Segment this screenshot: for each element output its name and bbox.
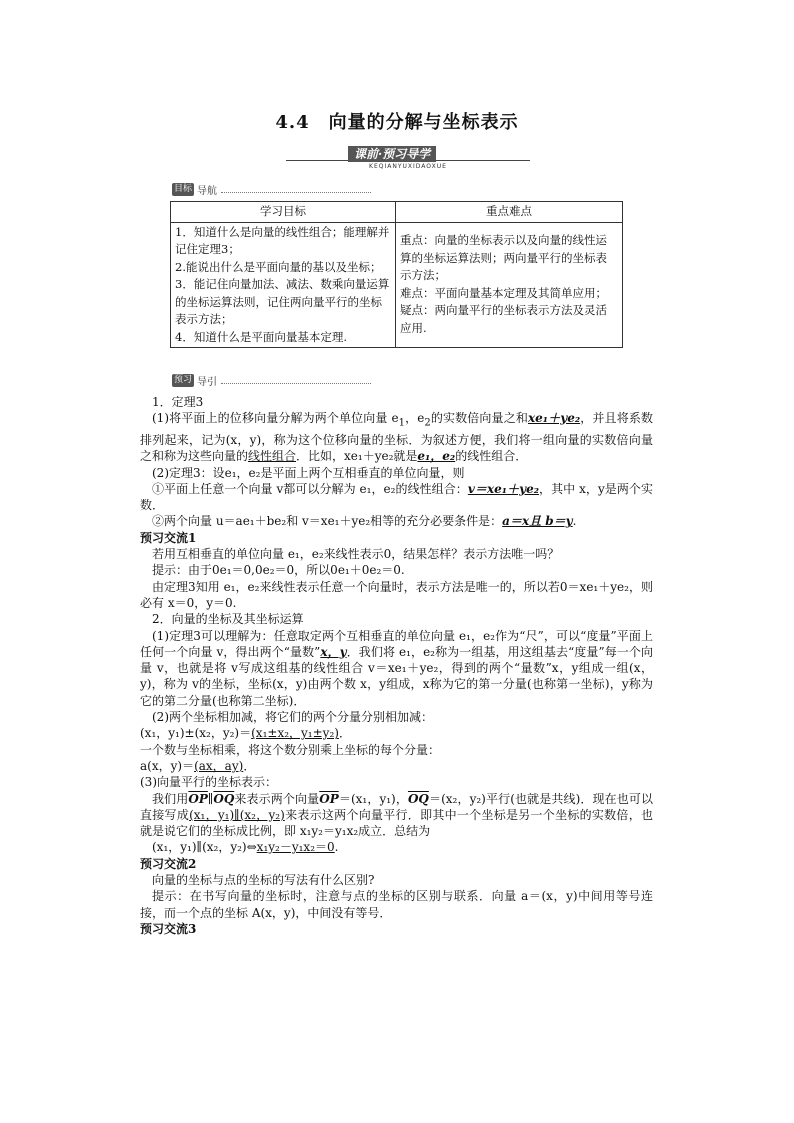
tag-goal-nav: [172, 182, 371, 196]
page-title: 4.4 向量的分解与坐标表示: [275, 112, 519, 133]
fill-blank: v＝xe₁＋ye₂: [467, 481, 539, 496]
vector-oq: $\overline{OQ}$: [213, 791, 235, 806]
keypoint-item: 疑点：两向量平行的坐标表示方法及灵活应用.: [400, 303, 607, 335]
vector-op: $\overline{OP}$: [188, 791, 208, 806]
paragraph: (x₁，y₁)±(x₂，y₂)＝(x₁±x₂，y₁±y₂)．: [140, 726, 351, 741]
goals-header: 学习目标: [171, 202, 396, 223]
keypoints-cell: [396, 222, 623, 348]
paragraph: ②两个向量 u＝ae₁＋be₂和 v＝xe₁＋ye₂相等的充分必要条件是：a＝x且 b＝y.: [152, 514, 577, 529]
fill-blank: 线性组合: [248, 449, 297, 464]
fill-blank: xe₁＋ye₂: [527, 411, 581, 426]
vector-op: $\overline{OP}$: [319, 791, 339, 806]
paragraph: (2)两个坐标相加减，将它们的两个分量分别相加减：: [152, 710, 434, 725]
tag-guide-icon: 预习: [174, 374, 193, 385]
tag-nav-text: 导航: [197, 185, 218, 197]
paragraph: (3)向量平行的坐标表示：: [140, 775, 277, 790]
paragraph: a(x，y)＝(ax，ay)．: [140, 758, 256, 773]
tag-nav-dots: [221, 185, 371, 193]
keypoints-header: 重点难点: [396, 202, 623, 223]
goal-item: 2.能说出什么是平面向量的基以及坐标；: [175, 259, 382, 274]
fill-blank: a＝x且 b＝y: [502, 514, 573, 529]
main-content: [140, 394, 653, 937]
paragraph: (x₁，y₁)∥(x₂，y₂)⇔x₁y₂－y₁x₂＝0.: [152, 840, 339, 855]
fill-blank: e₁，e₂: [417, 449, 456, 464]
tag-guide-text: 导引: [197, 376, 218, 388]
fill-blank: x，y: [320, 644, 347, 659]
tag-preview-guide: [172, 373, 371, 387]
exchange-hint: 提示：由于0e₁＝0,0e₂＝0，所以0e₁＋0e₂＝0.: [152, 563, 405, 578]
goal-item: 1．知道什么是向量的线性组合；能理解并记住定理3；: [175, 224, 390, 256]
exchange-1-title: 预习交流1: [140, 530, 197, 545]
paragraph: 我们用$\overline{OP}\parallel\overline{OQ}$来表示两个向量$\overline{OP}=(x_1$，y₁)，$\overline{OQ}=(x_2$，y₂)平行(也就是共线)．现在也可以直接写成(x₁，y₁)∥(x₂，y₂)来表示这两个向量平行．即其中一个坐标是另一个坐标的实数倍，也就是说它们的坐标成比例，即 x₁y₂＝y₁x₂成立．总结为: [140, 791, 653, 839]
goal-item: 4．知道什么是平面向量基本定理.: [175, 329, 347, 344]
tag-guide-dots: [221, 376, 371, 384]
tag-nav-icon: 目标: [174, 183, 193, 194]
paragraph: 由定理3知用 e₁，e₂来线性表示任意一个向量时，表示方法是唯一的，所以若0＝xe₁＋ye₂，则必有 x＝0，y＝0.: [140, 579, 653, 610]
fill-blank: x₁y₂－y₁x₂＝0: [256, 840, 335, 855]
paragraph: (1)将平面上的位移向量分解为两个单位向量 $e_1$，$e_2$的实数倍向量之和xe₁＋ye₂，并且将系数排列起来，记为(x，y)，称为这个位移向量的坐标．为叙述方便，我们将一组向量的实数倍向量之和称为这些向量的线性组合．比如，xe₁＋ye₂就是e₁，e₂的线性组合．: [140, 411, 653, 464]
vector-oq: $\overline{OQ}$: [407, 791, 429, 806]
paragraph: 一个数与坐标相乘，将这个数分别乘上坐标的每个分量：: [140, 742, 441, 757]
section-1-title: 1．定理3: [152, 395, 204, 409]
fill-blank: (x₁，y₁)∥(x₂，y₂): [189, 807, 285, 822]
goals-table: [170, 201, 623, 348]
exchange-question: 若用互相垂直的单位向量 e₁，e₂来线性表示0，结果怎样？表示方法唯一吗？: [152, 547, 560, 562]
keypoint-item: 重点：向量的坐标表示以及向量的线性运算的坐标运算法则；两向量平行的坐标表示方法；: [400, 233, 607, 283]
paragraph: ①平面上任意一个向量 v都可以分解为 e₁，e₂的线性组合：v＝xe₁＋ye₂，其中 x，y是两个实数．: [140, 481, 653, 513]
paragraph: (2)定理3：设e₁，e₂是平面上两个互相垂直的单位向量，则: [152, 465, 465, 480]
goals-cell: [171, 222, 396, 348]
banner-label: 课前·预习导学: [348, 146, 436, 162]
section-2-title: 2．向量的坐标及其坐标运算: [152, 612, 304, 627]
exchange-question: 向量的坐标与点的坐标的写法有什么区别?: [152, 873, 375, 887]
exchange-2-title: 预习交流2: [140, 856, 197, 871]
paragraph: (1)定理3可以理解为：任意取定两个互相垂直的单位向量 e₁，e₂作为“尺”，可以“度量”平面上任何一个向量 v，得出两个“量数”x，y．我们将 e₁，e₂称为一组基，用这组基去“度量”每一个向量 v，也就是将 v写成这组基的线性组合 v＝xe₁＋ye₂，得到的两个“量数”x，y组成一组(x，y)，称为 v的坐标，坐标(x，y)由两个数 x，y组成，x称为它的第一分量(也称第一坐标)，y称为它的第二分量(也称第二坐标)．: [140, 628, 653, 708]
exchange-hint: 提示：在书写向量的坐标时，注意与点的坐标的区别与联系．向量 a＝(x，y)中间用等号连接，而一个点的坐标 A(x，y)，中间没有等号．: [140, 889, 653, 920]
keypoint-item: 难点：平面向量基本定理及其简单应用；: [400, 285, 607, 300]
banner-pinyin: KEQIANYUXIDAOXUE: [369, 163, 447, 170]
fill-blank: (ax，ay): [194, 758, 244, 773]
goal-item: 3．能记住向量加法、减法、数乘向量运算的坐标运算法则，记住两向量平行的坐标表示方法；: [175, 277, 390, 326]
section-banner: [286, 146, 530, 172]
exchange-3-title: 预习交流3: [140, 921, 197, 936]
fill-blank: (x₁±x₂，y₁±y₂): [251, 726, 339, 741]
